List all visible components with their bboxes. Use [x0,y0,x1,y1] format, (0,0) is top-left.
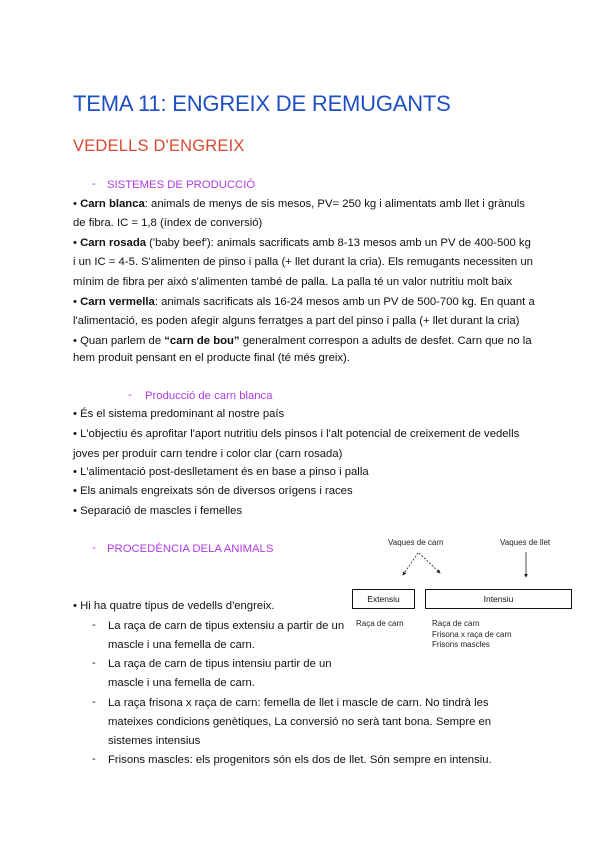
dash-bullet: - [92,619,96,631]
text-run: ('baby beef'): animals sacrificats amb 8-13 mesos amb un PV de 400-500 kg [146,237,531,249]
text-run: mascle i una femella de carn. [108,639,255,651]
label-beef-cows: Vaques de carn [388,538,444,547]
text-run: • [73,198,81,210]
dash-bullet: - [92,178,96,190]
box-extensive: Extensiu [352,589,415,609]
text-run: • Quan parlem de [73,335,165,347]
text-run: : animals de menys de sis mesos, PV= 250 kg i alimentats amb llet i grànuls [144,198,525,210]
label-dairy-cows: Vaques de llet [500,538,551,547]
arrow-to-extensive [403,553,418,575]
intensive-item: Raça de carn [432,619,480,628]
text-run: • [73,296,81,308]
text-run: Producció de carn blanca [145,390,273,402]
text-run: : animals sacrificats als 16-24 mesos amb un PV de 500-700 kg. En quant a [154,296,535,308]
text-run: • Els animals engreixats són de diversos orígens i races [73,485,353,497]
text-run: mínim de fibra per això s'alimenten també de palla. La palla té un valor nutritiu molt baix [73,276,513,288]
dash-bullet: - [92,542,96,554]
text-run: mascle i una femella de carn. [108,677,255,689]
dash-bullet: - [92,696,96,708]
dash-bullet: - [92,657,96,669]
intensive-item: Frisons mascles [432,640,490,649]
text-run: sistemes intensius [108,735,201,747]
text-run: l'alimentació, es poden afegir alguns ferratges a part del pinso i palla (+ llet durant la cria) [73,315,520,327]
text-run: • [73,237,81,249]
text-run: hem produit pensant en el producte final (té més greix). [73,352,350,364]
arrow-to-intensive [419,553,440,573]
page-title: TEMA 11: ENGREIX DE REMUGANTS [73,91,451,116]
text-run: • És el sistema predominant al nostre país [73,408,285,420]
intensive-item: Frisona x raça de carn [432,630,512,639]
text-run: • Hi ha quatre tipus de vedells d'engreix. [73,600,275,612]
text-run: • L'objectiu és aprofitar l'aport nutritiu dels pinsos i l'alt potencial de creixement de vedells [73,428,520,440]
text-run: PROCEDÈNCIA DELA ANIMALS [107,543,274,555]
text-run: Frisons mascles: els progenitors són els dos de llet. Són sempre en intensiu. [108,754,492,766]
bold-term: Carn rosada [80,237,147,249]
text-run: La raça de carn de tipus intensiu partir de un [108,658,332,670]
text-run: joves per produir carn tendre i color clar (carn rosada) [73,448,343,460]
text-run: La raça de carn de tipus extensiu a partir de un [108,620,345,632]
box-intensive: Intensiu [425,589,572,609]
bold-term: Carn blanca [80,198,145,210]
bold-term: Carn vermella [80,296,155,308]
text-run: i un IC = 4-5. S'alimenten de pinso i palla (+ llet durant la cria). Els remugants necessiten un [73,256,533,268]
dash-bullet: - [92,753,96,765]
extensive-item: Raça de carn [356,619,404,628]
text-run: mateixes condicions genètiques, La conversió no serà tant bona. Sempre en [108,716,492,728]
text-run: • Separació de mascles i femelles [73,505,243,517]
dash-bullet: - [128,389,132,401]
section-subtitle: VEDELLS D'ENGREIX [73,137,245,155]
text-run: generalment correspon a adults de desfet. Carn que no la [239,335,532,347]
text-run: La raça frisona x raça de carn: femella de llet i mascle de carn. No tindrà les [108,697,489,709]
bold-term: “carn de bou” [164,335,240,347]
text-run: de fibra. IC = 1,8 (índex de conversió) [73,217,263,229]
text-run: • L'alimentació post-deslletament és en base a pinso i palla [73,466,369,478]
text-run: SISTEMES DE PRODUCCIÓ [107,179,256,191]
